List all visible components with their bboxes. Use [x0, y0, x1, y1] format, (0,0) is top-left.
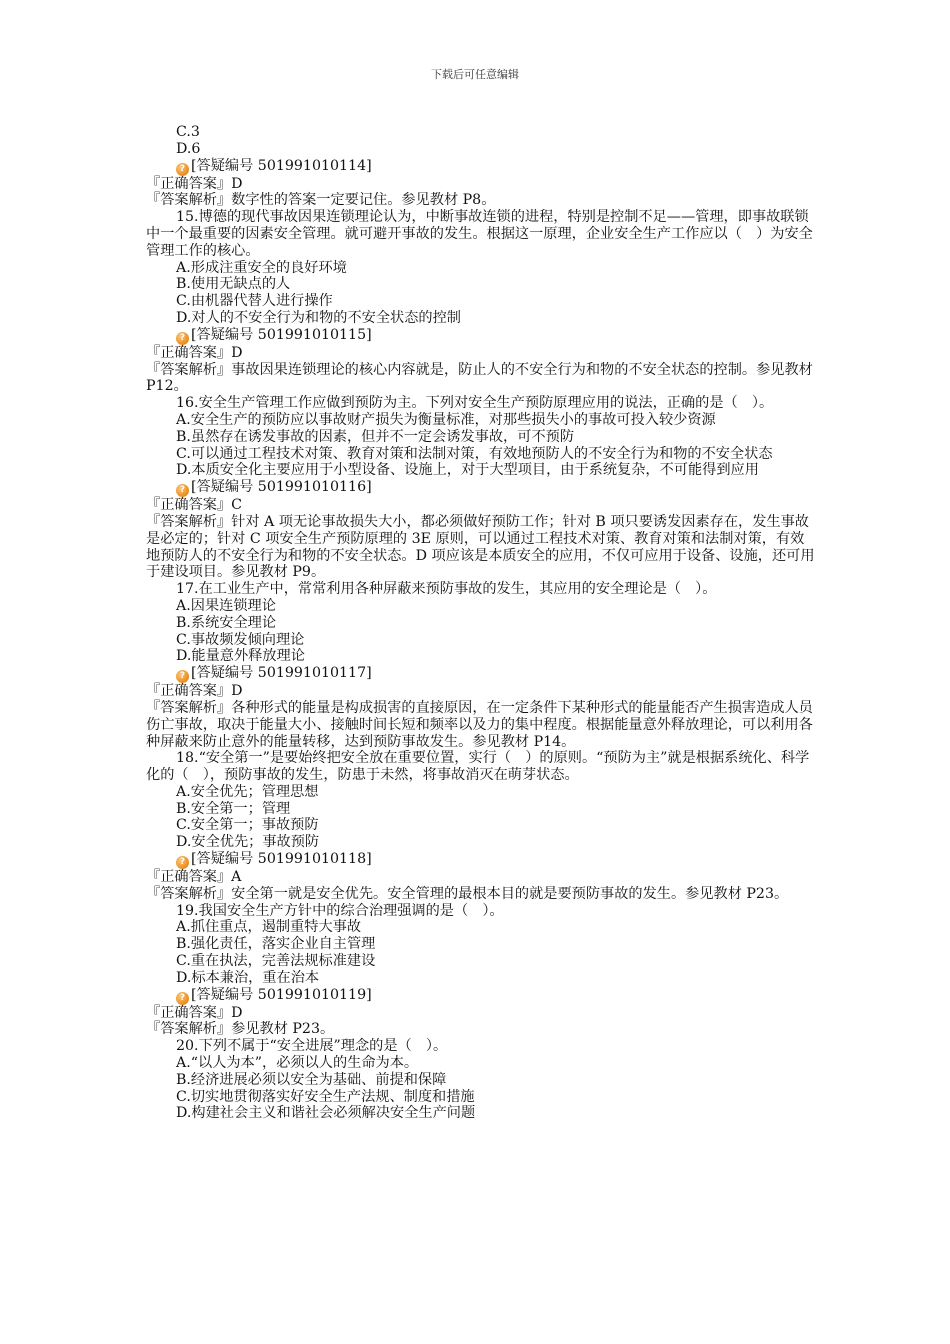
help-icon[interactable]: ?: [176, 670, 189, 683]
option-line: A.因果连锁理论: [176, 597, 276, 614]
ref-number: [答疑编号 501991010119]: [191, 986, 372, 1003]
question-text: 18.“安全第一”是要始终把安全放在重要位置，实行（ ）的原则。“预防为主”就是根据系统化、科学化的（ ），预防事故的发生，防患于未然，将事故消灭在萌芽状态。: [146, 750, 810, 784]
option-line: D.对人的不安全行为和物的不安全状态的控制: [176, 309, 461, 326]
option-line: D.6: [176, 140, 201, 157]
option-line: C.重在执法，完善法规标准建设: [176, 953, 376, 970]
explanation-line: 『答案解析』参见教材 P23。: [146, 1021, 335, 1038]
page-header: 下载后可任意编辑: [431, 68, 519, 81]
option-line: B.安全第一；管理: [176, 800, 291, 817]
question-text: 16.安全生产管理工作应做到预防为主。下列对安全生产预防原理应用的说法，正确的是（ ）。: [176, 395, 774, 412]
option-line: A.安全优先；管理思想: [176, 783, 319, 800]
ref-number: [答疑编号 501991010117]: [191, 665, 372, 682]
ref-line: [146, 158, 816, 176]
question-text: 15.博德的现代事故因果连锁理论认为，中断事故连锁的进程，特别是控制不足——管理，即事故联锁中一个最重要的因素安全管理。就可避开事故的发生。根据这一原理，企业安全生产工作应以（ ）为安全管理工作的核心。: [146, 209, 813, 259]
help-icon[interactable]: ?: [176, 484, 189, 497]
option-line: B.虽然存在诱发事故的因素，但并不一定会诱发事故，可不预防: [176, 428, 575, 445]
option-line: A.安全生产的预防应以事故财产损失为衡量标准，对那些损失小的事故可投入较少资源: [176, 411, 716, 428]
question-block: [146, 903, 816, 1039]
ref-number: [答疑编号 501991010118]: [191, 851, 372, 868]
option-line: D.安全优先；事故预防: [176, 834, 320, 851]
option-line: D.能量意外释放理论: [176, 648, 305, 665]
option-line: D.构建社会主义和谐社会必须解决安全生产问题: [176, 1105, 476, 1122]
ref-line: [146, 327, 816, 345]
ref-number: [答疑编号 501991010116]: [191, 479, 372, 496]
question-text: 17.在工业生产中，常常利用各种屏蔽来预防事故的发生，其应用的安全理论是（ ）。: [176, 581, 717, 598]
ref-line: [146, 851, 816, 869]
explanation-line: 『答案解析』数字性的答案一定要记住。参见教材 P8。: [146, 192, 496, 209]
option-line: C.由机器代替人进行操作: [176, 293, 333, 310]
explanation-line: 『答案解析』各种形式的能量是构成损害的直接原因，在一定条件下某种形式的能量能否产生损害造成人员伤亡事故，取决于能量大小、接触时间长短和频率以及力的集中程度。根据能量意外释放理论，可以利用各种屏蔽来防止意外的能量转移，达到预防事故发生。参见教材 P14。: [146, 699, 813, 750]
option-line: D.标本兼治，重在治本: [176, 969, 320, 986]
ref-number: [答疑编号 501991010115]: [191, 326, 372, 343]
explanation-line: 『答案解析』针对 A 项无论事故损失大小，都必须做好预防工作；针对 B 项只要诱发因素存在，发生事故是必定的；针对 C 项安全生产预防原理的 3E 原则，可以通过工程技术对策、教育对策和法制对策，有效地预防人的不安全行为和物的不安全状态。D 项应该是本质安全的应用，不仅可应用于设备、设施，还可用于建设项目。参见教材 P9。: [146, 513, 815, 581]
question-block: [146, 581, 816, 750]
option-line: A.形成注重安全的良好环境: [176, 259, 347, 276]
option-line: B.系统安全理论: [176, 614, 277, 631]
question-block: [146, 1038, 816, 1122]
help-icon[interactable]: ?: [176, 332, 189, 345]
option-line: D.本质安全化主要应用于小型设备、设施上，对于大型项目，由于系统复杂，不可能得到应用: [176, 462, 759, 479]
question-list: [146, 209, 816, 1122]
answer-line: 『正确答案』D: [146, 344, 243, 361]
question-text: 20.下列不属于“安全进展”理念的是（ ）。: [176, 1038, 448, 1055]
ref-line: [146, 665, 816, 683]
ref-line: [146, 987, 816, 1005]
option-line: A.抓住重点，遏制重特大事故: [176, 919, 362, 936]
document-body: [146, 124, 816, 1122]
help-icon[interactable]: ?: [176, 992, 189, 1005]
explanation-line: 『答案解析』安全第一就是安全优先。安全管理的最根本目的就是要预防事故的发生。参见教材 P23。: [146, 885, 789, 902]
answer-line: 『正确答案』D: [146, 683, 243, 700]
question-text: 19.我国安全生产方针中的综合治理强调的是（ ）。: [176, 902, 504, 919]
answer-line: 『正确答案』D: [146, 1004, 243, 1021]
answer-line: 『正确答案』C: [146, 497, 242, 514]
option-line: C.可以通过工程技术对策、教育对策和法制对策，有效地预防人的不安全行为和物的不安全状态: [176, 445, 773, 462]
option-line: B.经济进展必须以安全为基础、前提和保障: [176, 1071, 447, 1088]
ref-number: [答疑编号 501991010114]: [191, 157, 372, 174]
question-block: [146, 750, 816, 902]
option-line: C.事故频发倾向理论: [176, 631, 305, 648]
option-line: C.安全第一；事故预防: [176, 817, 319, 834]
option-line: B.使用无缺点的人: [176, 276, 291, 293]
answer-line: 『正确答案』D: [146, 175, 243, 192]
help-icon[interactable]: ?: [176, 856, 189, 869]
explanation-line: 『答案解析』事故因果连锁理论的核心内容就是，防止人的不安全行为和物的不安全状态的控制。参见教材 P12。: [146, 361, 813, 395]
ref-line: [146, 479, 816, 497]
question-block: [146, 395, 816, 581]
option-line: B.强化责任，落实企业自主管理: [176, 936, 376, 953]
option-line: C.切实地贯彻落实好安全生产法规、制度和措施: [176, 1088, 475, 1105]
question-block: [146, 209, 816, 395]
option-line: A.“以人为本”，必须以人的生命为本。: [176, 1055, 419, 1072]
answer-line: 『正确答案』A: [146, 869, 242, 886]
option-line: C.3: [176, 124, 200, 140]
help-icon[interactable]: ?: [176, 163, 189, 176]
